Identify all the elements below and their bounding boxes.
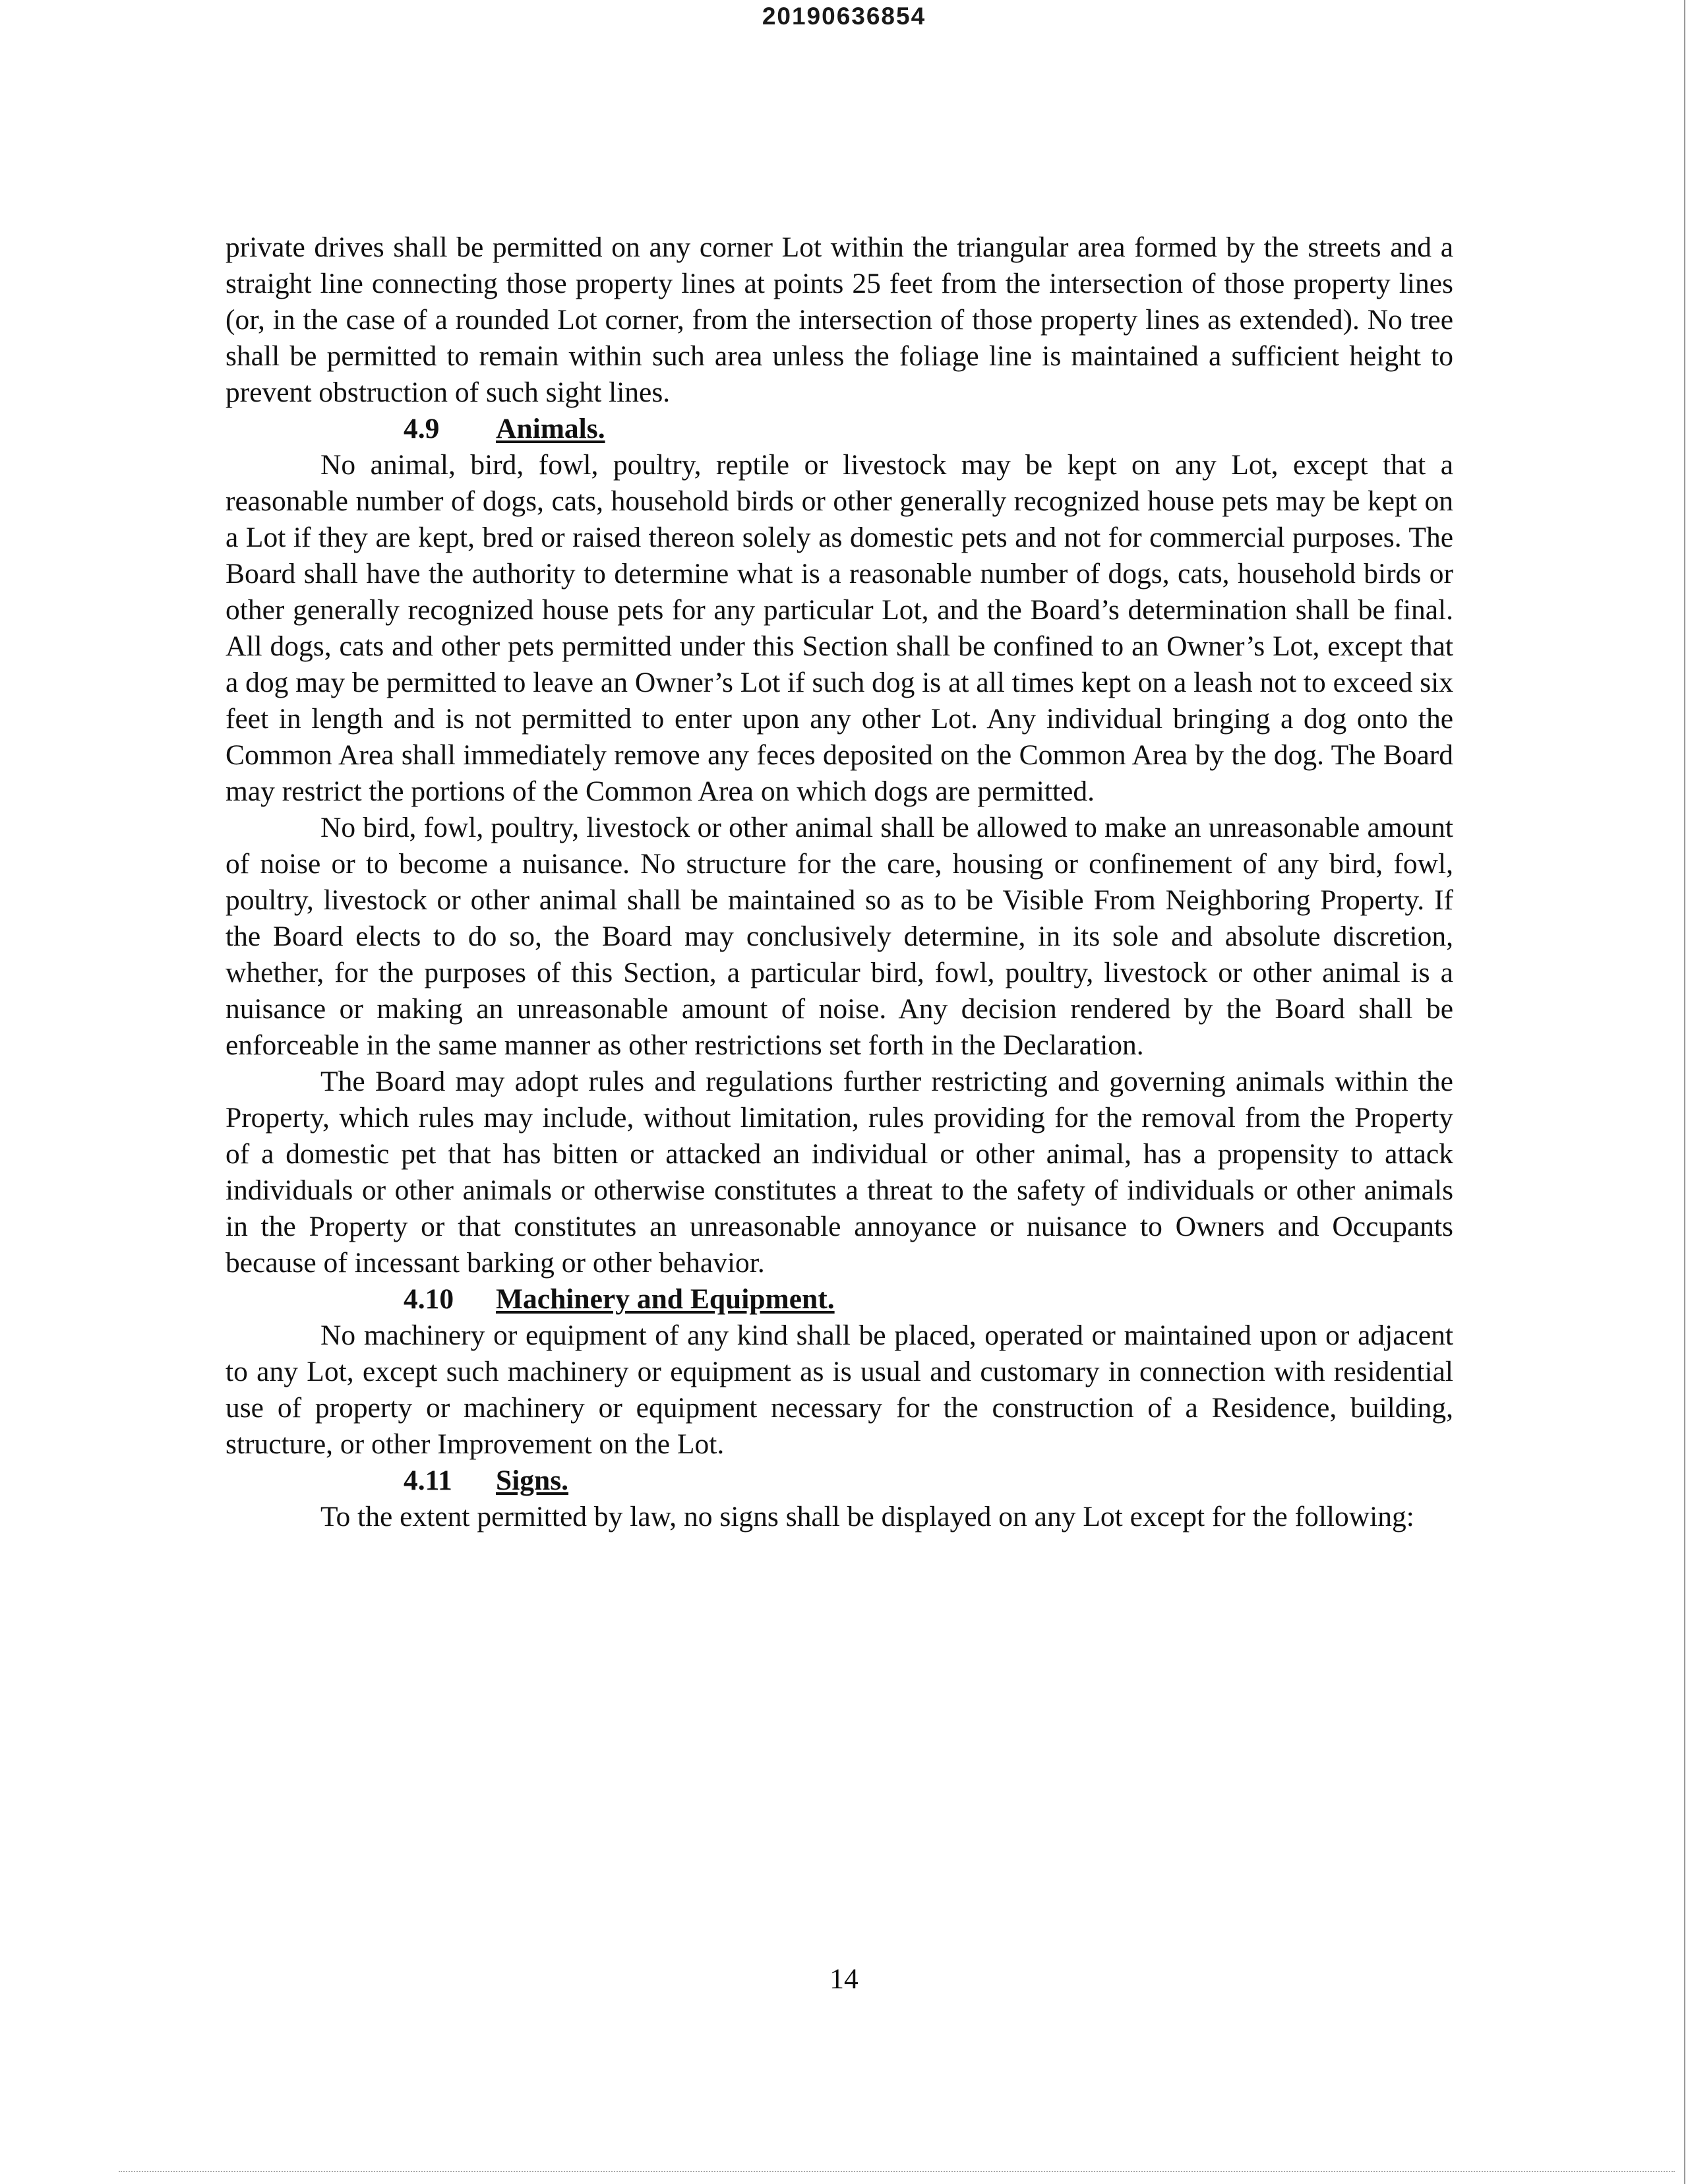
- section-number: 4.9: [404, 413, 440, 444]
- section-number: 4.10: [404, 1283, 454, 1315]
- paragraph-animals-rules: The Board may adopt rules and regulations further restricting and governing animals within the Property, which rules may include, without limitation, rules providing for the removal from the Property of a domestic pet that has bitten or attacked an individual or other animal, has a propensity to attack individuals or other animals or otherwise constitutes a threat to the safety of individuals or other animals in the Property or that constitutes an unreasonable annoyance or nuisance to Owners and Occupants because of incessant barking or other behavior.: [226, 1066, 1453, 1279]
- scan-right-edge-line: [1684, 0, 1685, 2184]
- paragraph-animals-nuisance: No bird, fowl, poultry, livestock or other animal shall be allowed to make an unreasonable amount of noise or to become a nuisance. No structure for the care, housing or confinement of any bird, fowl, poultry, livestock or other animal shall be maintained so as to be Visible From Neighboring Property. If the Board elects to do so, the Board may conclusively determine, in its sole and absolute discretion, whether, for the purposes of this Section, a particular bird, fowl, poultry, livestock or other animal is a nuisance or making an unreasonable amount of noise. Any decision rendered by the Board shall be enforceable in the same manner as other restrictions set forth in the Declaration.: [226, 812, 1453, 1061]
- paragraph-signs: To the extent permitted by law, no signs shall be displayed on any Lot except for the following:: [320, 1501, 1414, 1532]
- section-title: Animals.: [496, 413, 605, 444]
- paragraph-sight-lines-continuation: private drives shall be permitted on any corner Lot within the triangular area formed by the streets and a straight line connecting those property lines at points 25 feet from the intersection of those property lines (or, in the case of a rounded Lot corner, from the intersection of those property lines as extended). No tree shall be permitted to remain within such area unless the foliage line is maintained a sufficient height to prevent obstruction of such sight lines.: [226, 231, 1453, 408]
- section-heading-machinery: [226, 1281, 1453, 1318]
- section-number: 4.11: [404, 1465, 452, 1496]
- section-title: Signs.: [496, 1465, 569, 1496]
- paragraph-animals-pets: No animal, bird, fowl, poultry, reptile or livestock may be kept on any Lot, except that a reasonable number of dogs, cats, household birds or other generally recognized house pets may be kept on a Lot if they are kept, bred or raised thereon solely as domestic pets and not for commercial purposes. The Board shall have the authority to determine what is a reasonable number of dogs, cats, household birds or other generally recognized house pets for any particular Lot, and the Board’s determination shall be final. All dogs, cats and other pets permitted under this Section shall be confined to an Owner’s Lot, except that a dog may be permitted to leave an Owner’s Lot if such dog is at all times kept on a leash not to exceed six feet in length and is not permitted to enter upon any other Lot. Any individual bringing a dog onto the Common Area shall immediately remove any feces deposited on the Common Area by the dog. The Board may restrict the portions of the Common Area on which dogs are permitted.: [226, 449, 1453, 807]
- document-number: 20190636854: [762, 3, 926, 30]
- scan-bottom-edge-line: [119, 2171, 1675, 2172]
- section-heading-animals: [226, 411, 1453, 447]
- section-heading-signs: [226, 1463, 1453, 1499]
- page-body: [226, 229, 1453, 1535]
- page-number: 14: [829, 1963, 859, 1995]
- paragraph-machinery: No machinery or equipment of any kind shall be placed, operated or maintained upon or adjacent to any Lot, except such machinery or equipment as is usual and customary in connection with residential use of property or machinery or equipment necessary for the construction of a Residence, building, structure, or other Improvement on the Lot.: [226, 1320, 1453, 1460]
- section-title: Machinery and Equipment.: [496, 1283, 835, 1315]
